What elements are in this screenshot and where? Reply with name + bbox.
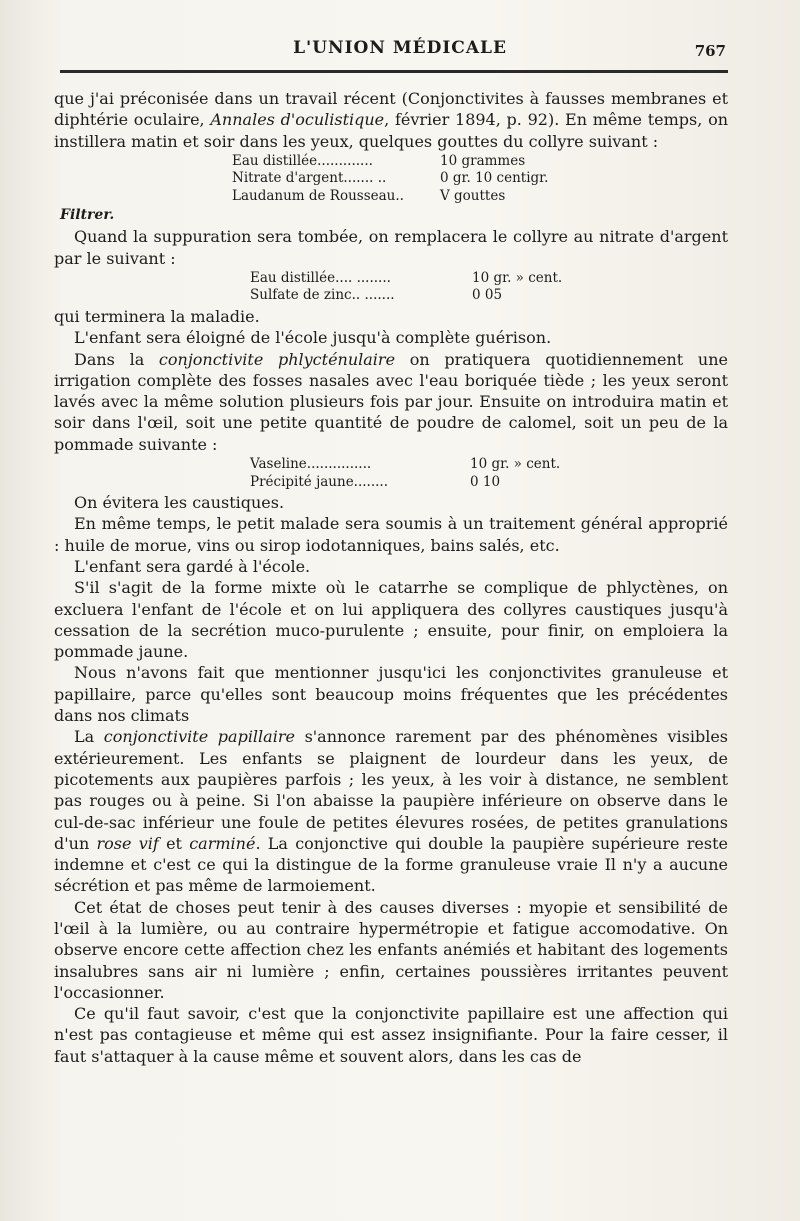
filtrer-label: Filtrer.	[60, 207, 115, 224]
journal-title: Annales d'oculistique	[210, 110, 385, 130]
ingredient-qty: 10 gr. » cent.	[470, 456, 561, 473]
text-span: Dans la	[74, 349, 159, 369]
formula-row	[232, 153, 728, 171]
italic-term: carminé	[189, 833, 256, 853]
ingredient-name: Nitrate d'argent....... ..	[232, 170, 387, 187]
text-span: . La conjonctive qui double la paupière supérieure reste indemne et c'est ce qui la distingue de la forme granuleuse vraie Il n'y a aucune sécrétion et pas même de larmoiement.	[54, 833, 728, 896]
paragraph-6: On évitera les caustiques.	[74, 493, 285, 513]
ingredient-name: Eau distillée.... ........	[250, 269, 391, 286]
page-number: 767	[694, 42, 726, 60]
ingredient-qty: V gouttes	[440, 187, 506, 204]
paragraph-5	[54, 349, 728, 455]
italic-term: conjonctivite papillaire	[103, 727, 295, 747]
body-text	[54, 88, 728, 1067]
ingredient-qty: 10 gr. » cent.	[472, 269, 563, 286]
paragraph-9: S'il s'agit de la forme mixte où le catarrhe se complique de phlyctènes, on excluera l'enfant de l'école et on lui appliquera des collyres caustiques jusqu'à cessation de la secrétion muco-purulente ; ensuite, pour finir, on emploiera la pommade jaune.	[54, 578, 728, 662]
paragraph-4: L'enfant sera éloigné de l'école jusqu'à complète guérison.	[74, 328, 552, 348]
formula-collyre-nitrate	[232, 153, 728, 206]
ingredient-name: Eau distillée.............	[232, 152, 373, 169]
paragraph-8: L'enfant sera gardé à l'école.	[74, 556, 311, 576]
ingredient-qty: 0 10	[470, 473, 501, 490]
formula-row	[232, 170, 728, 188]
formula-row	[250, 456, 728, 474]
text-span: , février 1894, p. 92). En même temps, on instillera matin et soir dans les yeux, quelques gouttes du collyre suivant :	[54, 110, 728, 151]
formula-row	[250, 287, 728, 305]
paragraph-11	[54, 726, 728, 896]
text-span: et	[158, 833, 190, 853]
running-title: L'UNION MÉDICALE	[293, 38, 507, 58]
paragraph-10: Nous n'avons fait que mentionner jusqu'ici les conjonctivites granuleuse et papillaire, parce qu'elles sont beaucoup moins fréquentes que les précédentes dans nos climats	[54, 663, 728, 726]
text-span: que j'ai préconisée dans un travail récent (Conjonctivites à fausses membranes et diphtérie oculaire,	[54, 89, 728, 130]
paragraph-13: Ce qu'il faut savoir, c'est que la conjonctivite papillaire est une affection qui n'est pas contagieuse et même qui est assez insignifiante. Pour la faire cesser, il faut s'attaquer à la cause même et souvent alors, dans les cas de	[54, 1004, 728, 1066]
formula-row	[250, 270, 728, 288]
paragraph-1	[54, 88, 728, 152]
text-span: s'annonce rarement par des phénomènes visibles extérieurement. Les enfants se plaignent de lourdeur dans les yeux, de picotements aux paupières parfois ; les yeux, à les voir à distance, ne semblent pas rouges ou à peine. Si l'on abaisse la paupière inférieure on observe dans le cul-de-sac inférieur une foule de petites élevures rosées, de petites granulations d'un	[54, 727, 728, 853]
ingredient-name: Laudanum de Rousseau..	[232, 187, 404, 204]
formula-row	[232, 188, 728, 206]
ingredient-qty: 0 05	[472, 287, 503, 304]
formula-row	[250, 474, 728, 492]
ingredient-name: Vaseline...............	[250, 456, 372, 473]
ingredient-qty: 10 grammes	[440, 152, 526, 169]
italic-term: rose vif	[96, 833, 159, 853]
italic-term: conjonctivite phlycténulaire	[158, 349, 396, 369]
ingredient-qty: 0 gr. 10 centigr.	[440, 170, 549, 187]
page-header	[0, 38, 800, 68]
header-rule	[60, 70, 728, 73]
paragraph-2: Quand la suppuration sera tombée, on remplacera le collyre au nitrate d'argent par le suivant :	[54, 227, 728, 268]
text-span: on pratiquera quotidiennement une irrigation complète des fosses nasales avec l'eau boriquée tiède ; les yeux seront lavés avec la même solution plusieurs fois par jour. Ensuite on introduira matin et soir dans l'œil, soit une petite quantité de poudre de calomel, soit un peu de la pommade suivante :	[54, 349, 729, 454]
paragraph-12: Cet état de choses peut tenir à des causes diverses : myopie et sensibilité de l'œil à la lumière, ou au contraire hypermétropie et fatigue accomodative. On observe encore cette affection chez les enfants anémiés et habitant des logements insalubres sans air ni lumière ; enfin, certaines poussières irritantes peuvent l'occasionner.	[54, 897, 728, 1002]
text-span: La	[74, 727, 104, 747]
ingredient-name: Précipité jaune........	[250, 473, 389, 490]
ingredient-name: Sulfate de zinc.. .......	[250, 287, 395, 304]
formula-collyre-zinc	[250, 270, 728, 305]
paragraph-3: qui terminera la maladie.	[54, 306, 260, 326]
formula-pommade	[250, 456, 728, 491]
paragraph-7: En même temps, le petit malade sera soumis à un traitement général approprié : huile de morue, vins ou sirop iodotanniques, bains salés, etc.	[54, 514, 728, 555]
